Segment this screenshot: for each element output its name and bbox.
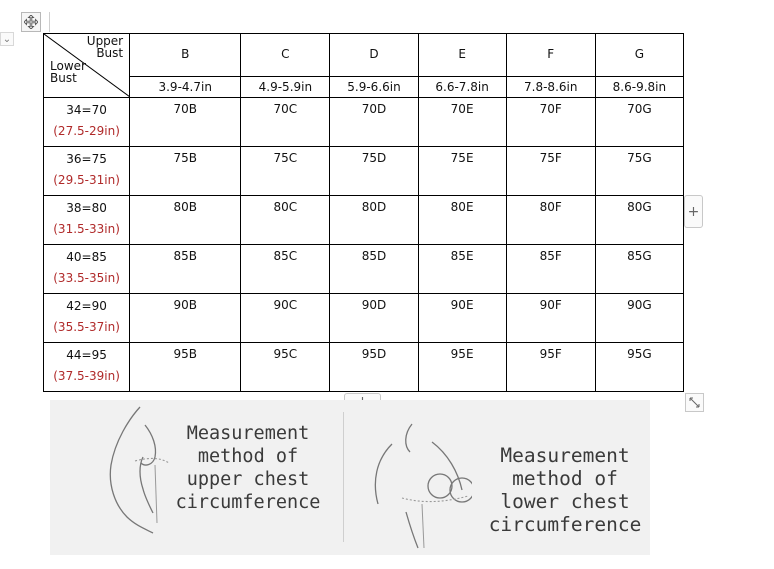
cup-range-cell: 5.9-6.6in <box>330 76 418 97</box>
band-size-cell: 38=80 (31.5-33in) <box>44 196 130 245</box>
plus-icon: + <box>687 203 700 220</box>
table-row <box>44 98 684 147</box>
size-cell: 95B <box>130 343 241 392</box>
size-cell: 75D <box>330 147 418 196</box>
cup-letter-header: F <box>506 34 595 77</box>
size-cell: 95G <box>595 343 683 392</box>
size-chart-table <box>43 33 684 392</box>
size-cell: 70G <box>595 98 683 147</box>
cup-range-cell: 6.6-7.8in <box>418 76 506 97</box>
diagonal-resize-icon <box>689 397 700 408</box>
size-cell: 80D <box>330 196 418 245</box>
size-cell: 90E <box>418 294 506 343</box>
move-arrows-icon <box>24 15 38 29</box>
size-cell: 75C <box>241 147 330 196</box>
cup-range-cell: 3.9-4.7in <box>130 76 241 97</box>
size-cell: 90C <box>241 294 330 343</box>
size-cell: 85G <box>595 245 683 294</box>
upper-chest-caption: Measurement method of upper chest circumference <box>175 423 321 513</box>
chevron-down-icon: ⌄ <box>2 33 12 45</box>
size-cell: 70B <box>130 98 241 147</box>
cup-letter-header: B <box>130 34 241 77</box>
band-size-cell: 36=75 (29.5-31in) <box>44 147 130 196</box>
size-cell: 85C <box>241 245 330 294</box>
lower-chest-caption: Measurement method of lower chest circumference <box>488 444 642 536</box>
lower-chest-figure <box>362 420 472 550</box>
size-cell: 95E <box>418 343 506 392</box>
add-column-button[interactable] <box>684 195 703 228</box>
table-move-handle[interactable] <box>21 12 41 32</box>
size-cell: 95D <box>330 343 418 392</box>
cup-range-row <box>44 76 684 97</box>
size-cell: 70E <box>418 98 506 147</box>
cup-range-cell: 7.8-8.6in <box>506 76 595 97</box>
size-cell: 90G <box>595 294 683 343</box>
size-cell: 95F <box>506 343 595 392</box>
table-resize-handle[interactable] <box>685 393 704 412</box>
size-cell: 80G <box>595 196 683 245</box>
collapse-toggle[interactable] <box>0 32 14 46</box>
cup-letter-header: E <box>418 34 506 77</box>
band-size-cell: 42=90 (35.5-37in) <box>44 294 130 343</box>
size-cell: 80E <box>418 196 506 245</box>
size-cell: 80F <box>506 196 595 245</box>
size-cell: 80B <box>130 196 241 245</box>
size-cell: 70F <box>506 98 595 147</box>
cup-letter-row <box>44 34 684 77</box>
size-cell: 75E <box>418 147 506 196</box>
size-cell: 80C <box>241 196 330 245</box>
measurement-illustration <box>50 400 650 555</box>
size-cell: 75B <box>130 147 241 196</box>
cup-range-cell: 8.6-9.8in <box>595 76 683 97</box>
cup-letter-header: D <box>330 34 418 77</box>
table-row <box>44 147 684 196</box>
size-cell: 90D <box>330 294 418 343</box>
table-row <box>44 343 684 392</box>
size-cell: 85E <box>418 245 506 294</box>
table-row <box>44 294 684 343</box>
cup-range-cell: 4.9-5.9in <box>241 76 330 97</box>
illustration-divider <box>343 412 344 542</box>
lower-bust-label: Lower Bust <box>50 59 86 85</box>
size-cell: 90F <box>506 294 595 343</box>
size-cell: 75F <box>506 147 595 196</box>
corner-header-cell <box>44 34 130 98</box>
upper-chest-figure <box>95 405 175 535</box>
size-cell: 95C <box>241 343 330 392</box>
band-size-cell: 34=70 (27.5-29in) <box>44 98 130 147</box>
upper-bust-label: Upper Bust <box>86 34 124 60</box>
size-cell: 70D <box>330 98 418 147</box>
size-cell: 70C <box>241 98 330 147</box>
size-cell: 75G <box>595 147 683 196</box>
band-size-cell: 44=95 (37.5-39in) <box>44 343 130 392</box>
cup-letter-header: C <box>241 34 330 77</box>
size-cell: 85D <box>330 245 418 294</box>
size-cell: 90B <box>130 294 241 343</box>
band-size-cell: 40=85 (33.5-35in) <box>44 245 130 294</box>
size-cell: 85B <box>130 245 241 294</box>
text-caret <box>49 12 50 32</box>
table-row <box>44 245 684 294</box>
table-row <box>44 196 684 245</box>
size-cell: 85F <box>506 245 595 294</box>
cup-letter-header: G <box>595 34 683 77</box>
